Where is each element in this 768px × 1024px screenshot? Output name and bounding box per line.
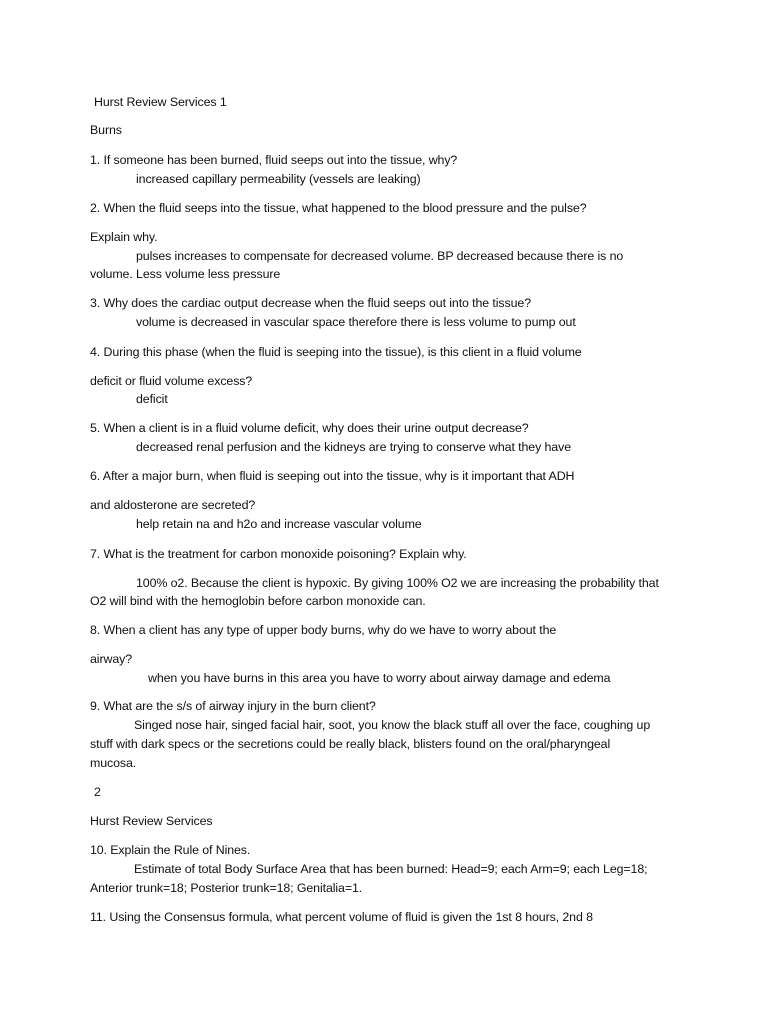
answer-2-line-1: pulses increases to compensate for decreased volume. BP decreased because there is no (136, 249, 624, 263)
question-3: 3. Why does the cardiac output decrease when the fluid seeps out into the tissue? (90, 296, 531, 310)
question-6-cont: and aldosterone are secreted? (90, 498, 256, 512)
question-8-cont: airway? (90, 652, 132, 666)
answer-9-line-3: mucosa. (90, 756, 137, 770)
question-8: 8. When a client has any type of upper body burns, why do we have to worry about the (90, 623, 557, 637)
question-10: 10. Explain the Rule of Nines. (90, 843, 251, 857)
question-2-cont: Explain why. (90, 230, 158, 244)
question-5: 5. When a client is in a fluid volume deficit, why does their urine output decrease? (90, 421, 529, 435)
answer-7-line-1: 100% o2. Because the client is hypoxic. By giving 100% O2 we are increasing the probability that (136, 576, 659, 590)
answer-3: volume is decreased in vascular space therefore there is less volume to pump out (136, 315, 576, 329)
answer-2-line-2: volume. Less volume less pressure (90, 267, 281, 281)
answer-9-line-1: Singed nose hair, singed facial hair, soot, you know the black stuff all over the face, coughing up (134, 718, 651, 732)
answer-1: increased capillary permeability (vessels are leaking) (136, 172, 421, 186)
section-title: Burns (90, 123, 122, 137)
answer-6: help retain na and h2o and increase vascular volume (136, 517, 422, 531)
question-4: 4. During this phase (when the fluid is seeping into the tissue), is this client in a fluid volume (90, 345, 582, 359)
answer-5: decreased renal perfusion and the kidneys are trying to conserve what they have (136, 440, 571, 454)
answer-9-line-2: stuff with dark specs or the secretions could be really black, blisters found on the oral/pharyngeal (90, 737, 611, 751)
question-7: 7. What is the treatment for carbon monoxide poisoning? Explain why. (90, 547, 467, 561)
page-number: 2 (94, 785, 101, 799)
answer-10-line-2: Anterior trunk=18; Posterior trunk=18; Genitalia=1. (90, 881, 363, 895)
question-4-cont: deficit or fluid volume excess? (90, 374, 253, 388)
question-2: 2. When the fluid seeps into the tissue, what happened to the blood pressure and the pulse? (90, 201, 587, 215)
question-1: 1. If someone has been burned, fluid seeps out into the tissue, why? (90, 153, 458, 167)
answer-4: deficit (136, 392, 168, 406)
answer-7-line-2: O2 will bind with the hemoglobin before carbon monoxide can. (90, 594, 426, 608)
page-header-2: Hurst Review Services (90, 814, 213, 828)
answer-8: when you have burns in this area you have to worry about airway damage and edema (148, 671, 611, 685)
answer-10-line-1: Estimate of total Body Surface Area that has been burned: Head=9; each Arm=9; each Leg=18; (134, 862, 648, 876)
question-11: 11. Using the Consensus formula, what percent volume of fluid is given the 1st 8 hours, 2nd 8 (90, 910, 593, 924)
question-6: 6. After a major burn, when fluid is seeping out into the tissue, why is it important that ADH (90, 469, 575, 483)
page-header: Hurst Review Services 1 (94, 95, 227, 109)
question-9: 9. What are the s/s of airway injury in the burn client? (90, 699, 376, 713)
